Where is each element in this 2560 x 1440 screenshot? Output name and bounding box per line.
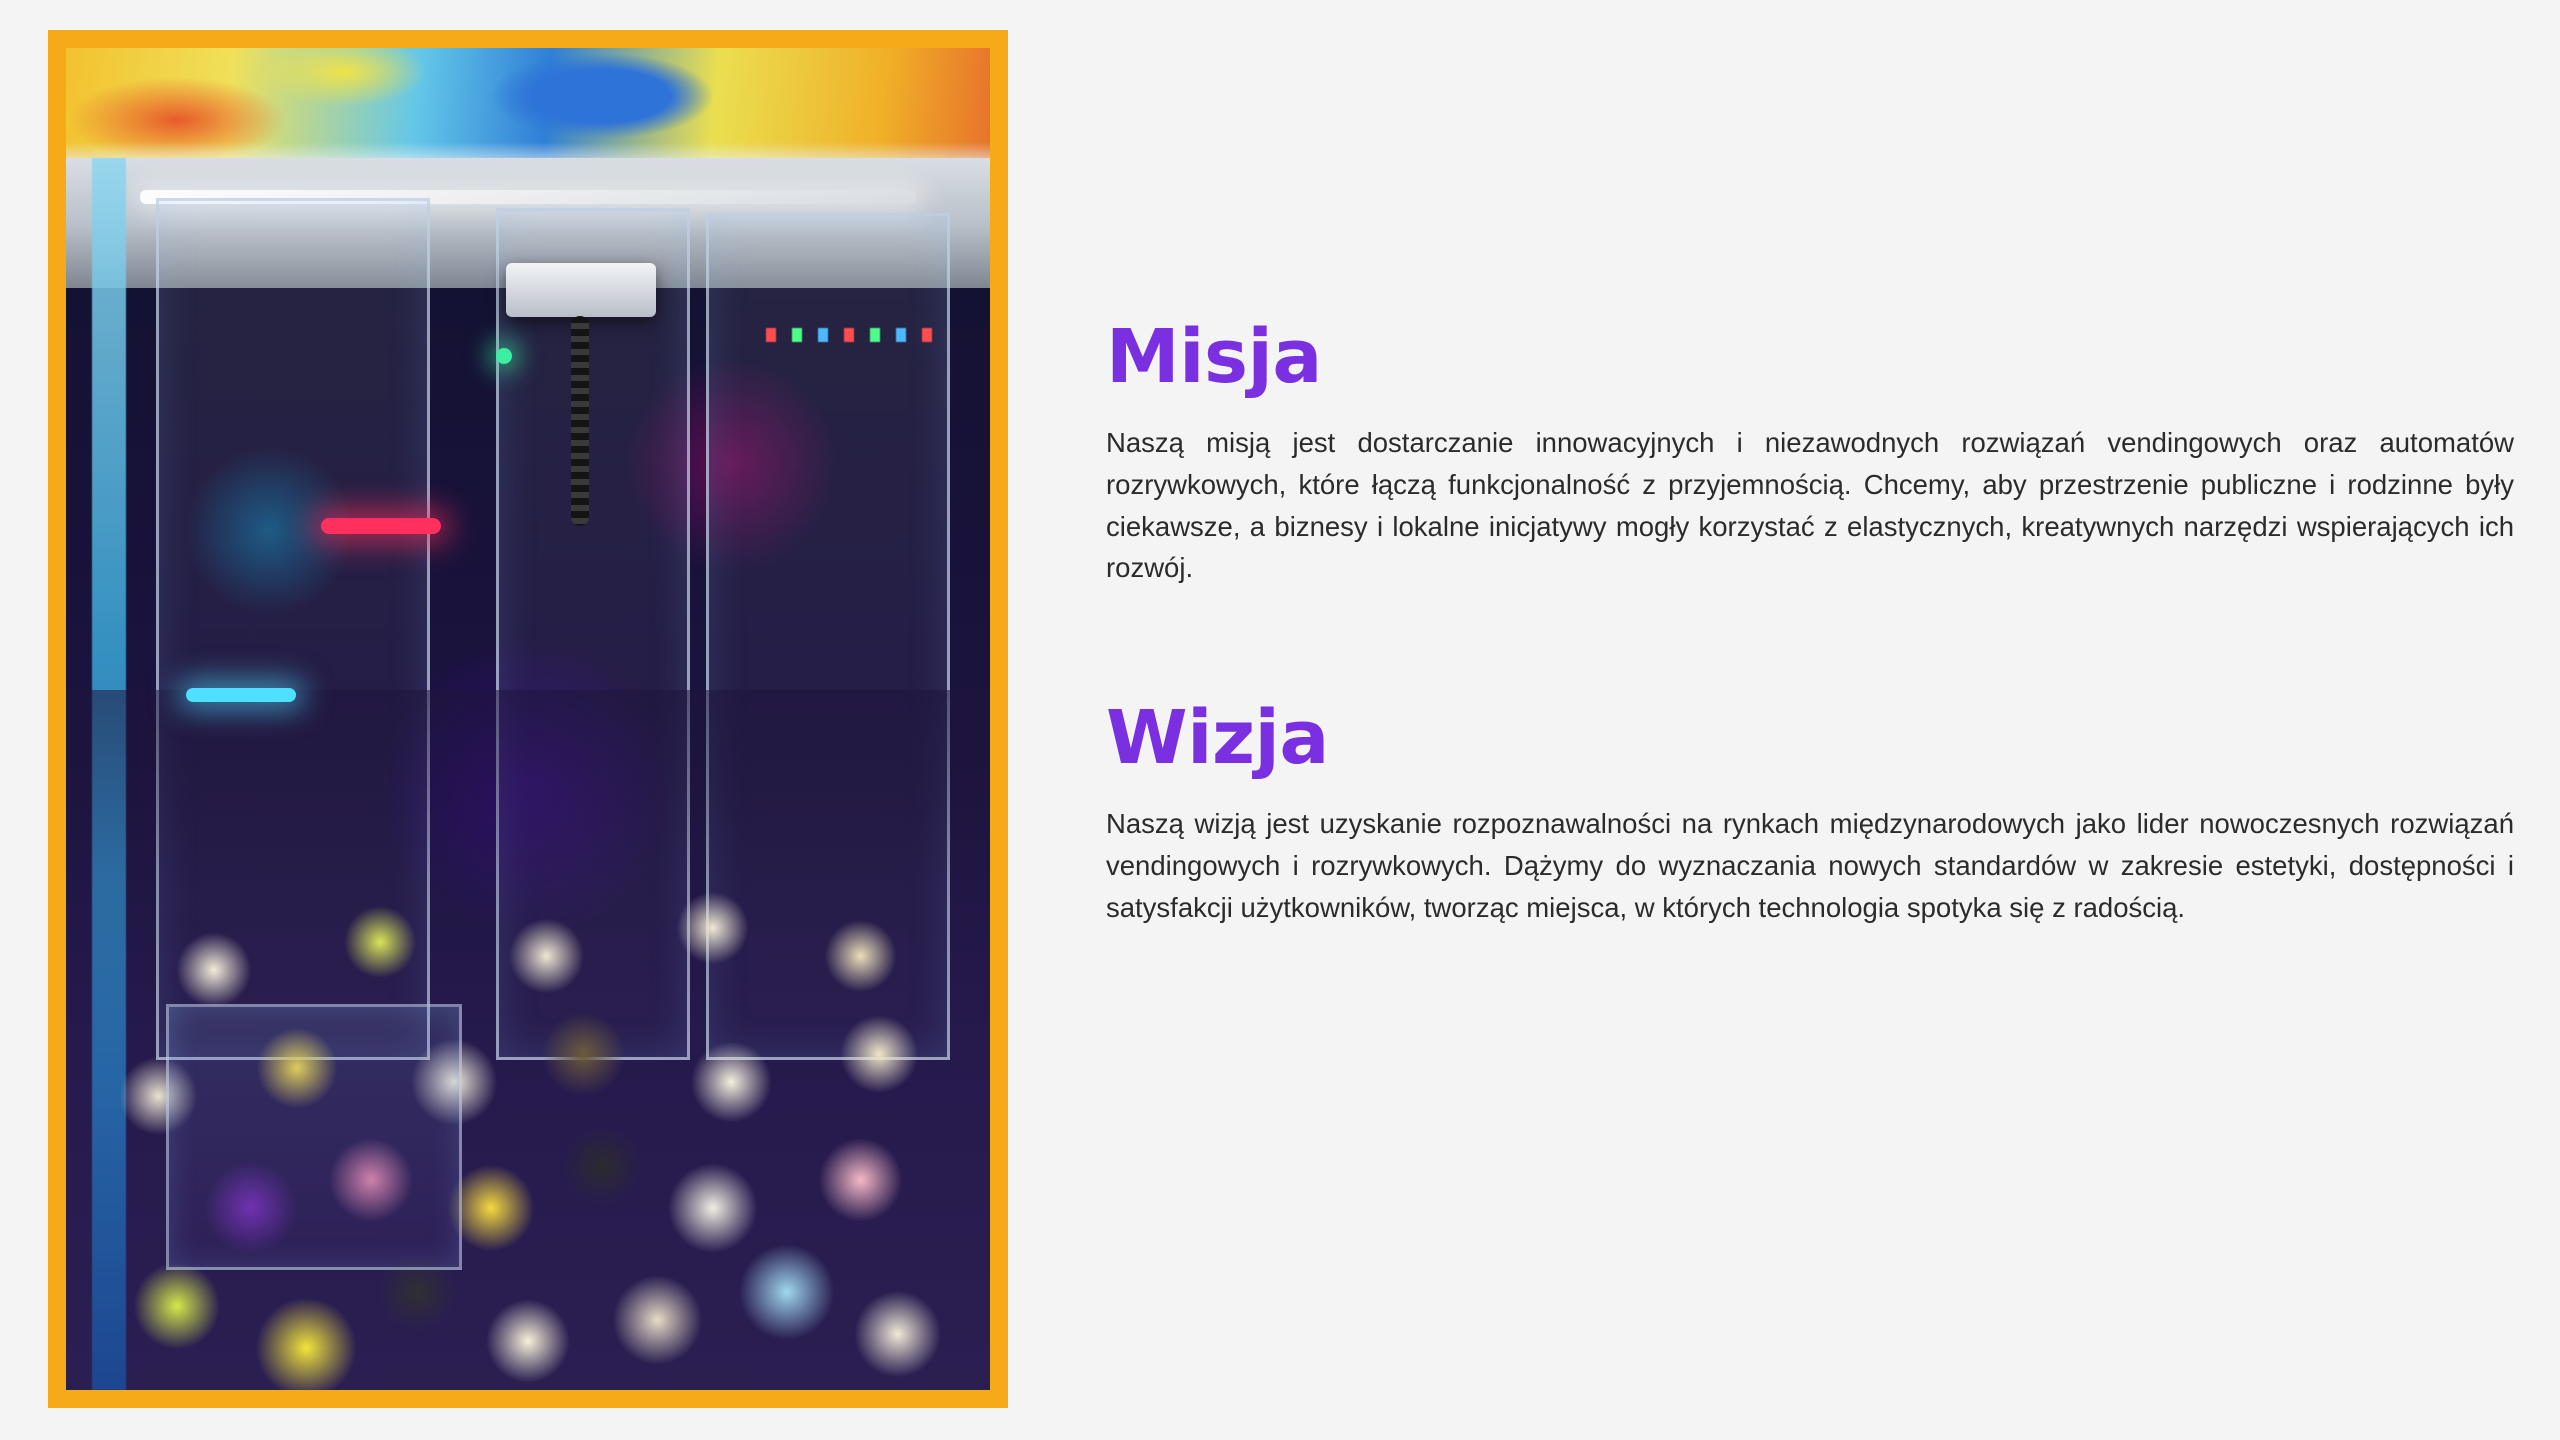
claw-cord — [571, 316, 589, 526]
photo-frame — [48, 30, 1008, 1408]
neon-bar-cyan — [186, 688, 296, 702]
section-body-misja: Naszą misją jest dostarczanie innowacyjnych i niezawodnych rozwiązań vendingowych oraz automatów rozrywkowych, które łączą funkcjonalność z przyjemnością. Chcemy, aby przestrzenie publiczne i rodzinne były ciekawsze, a biznesy i lokalne inicjatywy mogły korzystać z elastycznych, kreatywnych narzędzi wspierających ich rozwój. — [1106, 427, 2514, 584]
section-body-wizja: Naszą wizją jest uzyskanie rozpoznawalności na rynkach międzynarodowych jako lider nowoczesnych rozwiązań vendingowych i rozrywkowych. Dążymy do wyznaczania nowych standardów w zakresie estetyki, dostępności i satysfakcji użytkowników, tworząc miejsca, w których technologia spotyka się z radością. — [1106, 808, 2514, 923]
section-heading-wizja: Wizja — [1106, 695, 1329, 782]
neon-dot — [496, 348, 512, 364]
text-column — [1106, 314, 2526, 929]
prize-case — [166, 1004, 462, 1270]
led-light-row — [766, 328, 936, 342]
section-heading-misja: Misja — [1106, 314, 1322, 400]
claw-head — [506, 263, 656, 317]
claw-machine-photo — [66, 48, 990, 1390]
machine-canopy — [66, 48, 990, 168]
section-spacer — [1106, 589, 2526, 701]
neon-bar-red — [321, 518, 441, 534]
